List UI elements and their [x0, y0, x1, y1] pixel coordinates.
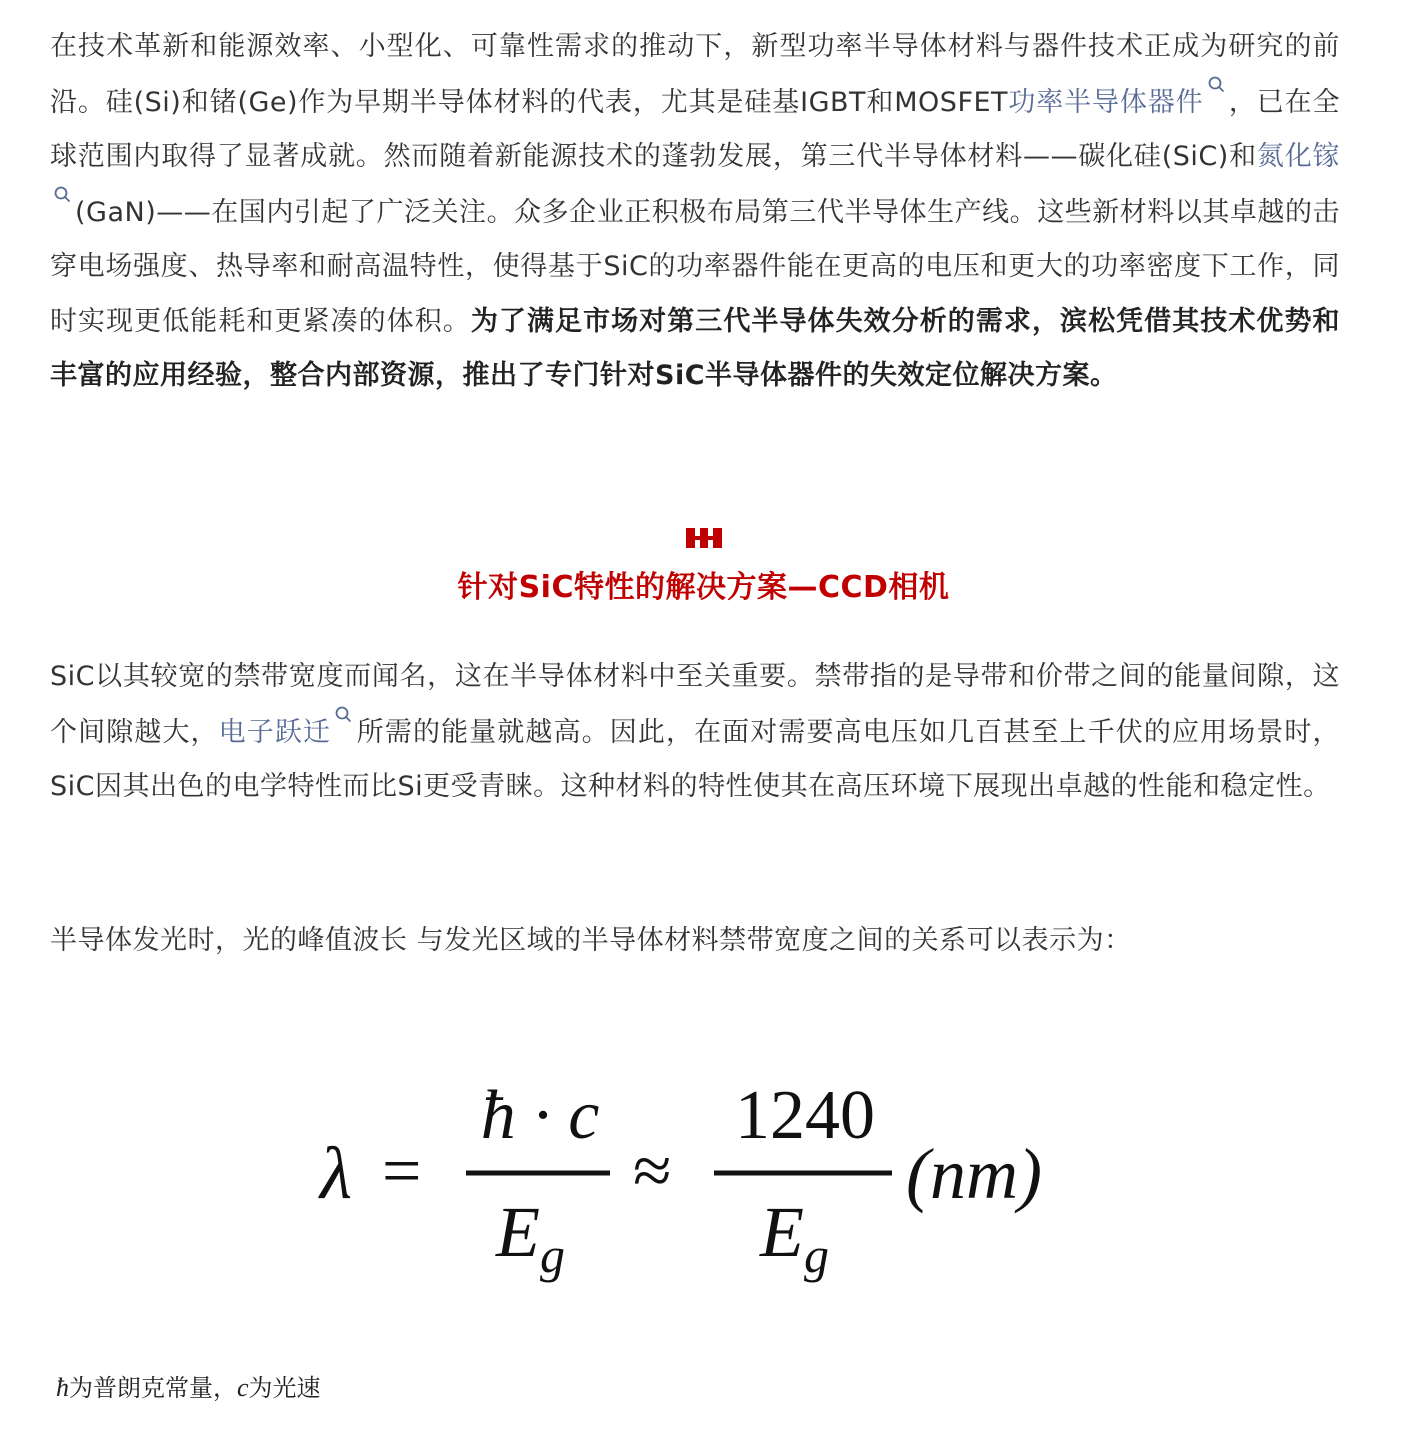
formula-denominator-subscript: g	[540, 1227, 565, 1283]
formula-numerator-hbar-c: ħ · c	[480, 1077, 600, 1154]
caption-hbar: ħ	[56, 1373, 69, 1402]
caption-text-1: 为普朗克常量，	[69, 1374, 237, 1402]
formula-denominator-subscript-2: g	[804, 1227, 829, 1283]
section-title: 针对SiC特性的解决方案—CCD相机	[457, 570, 950, 605]
keyword-link-electron-transition[interactable]	[219, 717, 356, 748]
wavelength-formula	[300, 1060, 1100, 1300]
formula-numerator-1240: 1240	[735, 1077, 875, 1154]
formula-equals: =	[382, 1133, 422, 1210]
intro-text	[50, 20, 1340, 404]
formula-lambda: λ	[320, 1133, 353, 1215]
intro-paragraph	[50, 20, 1340, 404]
bandgap-text-part-1: SiC以其较宽的禁带宽度而闻名，这在半导体材料中至关重要。禁带指的是导带和价带之间的能量间隙，这个间隙越大，	[50, 661, 1340, 748]
caption-text-2: 为光速	[248, 1374, 321, 1402]
intro-text-part-1: 在技术革新和能源效率、小型化、可靠性需求的推动下，新型功率半导体材料与器件技术正成为研究的前沿。硅(Si)和锗(Ge)作为早期半导体材料的代表，尤其是硅基IGBT和MOSFET	[50, 31, 1340, 118]
brand-mark-icon	[686, 524, 722, 552]
formula-unit: (nm)	[906, 1134, 1042, 1214]
intro-text-part-3: (GaN)——在国内引起了广泛关注。众多企业正积极布局第三代半导体生产线。这些新材料以其卓越的击穿电场强度、热导率和耐高温特性，使得基于SiC的功率器件能在更高的电压和更大的功率密度下工作，同时实现更低能耗和更紧凑的体积。	[50, 196, 1340, 337]
formula-approx: ≈	[633, 1133, 672, 1210]
bandgap-text-part-2: 所需的能量就越高。因此，在面对需要高电压如几百甚至上千伏的应用场景时，SiC因其出色的电学特性而比Si更受青睐。这种材料的特性使其在高压环境下展现出卓越的性能和稳定性。	[50, 716, 1341, 802]
intro-text-part-2: ，已在全球范围内取得了显著成就。然而随着新能源技术的蓬勃发展，第三代半导体材料——碳化硅(SiC)和	[50, 86, 1341, 172]
bandgap-text	[50, 650, 1340, 815]
wavelength-paragraph	[50, 914, 1340, 969]
wavelength-text: 半导体发光时，光的峰值波长 与发光区域的半导体材料禁带宽度之间的关系可以表示为：	[50, 925, 1132, 956]
search-icon	[53, 185, 73, 209]
keyword-link-label: 电子跃迁	[218, 716, 332, 748]
keyword-link-label: 功率半导体器件	[1008, 86, 1204, 118]
keyword-link-power-semiconductor[interactable]	[1008, 87, 1228, 118]
formula-caption	[56, 1370, 321, 1406]
caption-c: c	[237, 1373, 249, 1402]
section-header	[0, 524, 1407, 610]
bandgap-paragraph	[50, 650, 1340, 815]
formula-denominator-e: E	[496, 1192, 540, 1272]
formula-denominator-e-2: E	[760, 1192, 804, 1272]
keyword-link-label: 氮化镓	[1256, 141, 1341, 172]
search-icon	[1207, 75, 1227, 99]
intro-bold-statement: 为了满足市场对第三代半导体失效分析的需求，滨松凭借其技术优势和丰富的应用经验，整合内部资源，推出了专门针对SiC半导体器件的失效定位解决方案。	[50, 305, 1341, 391]
search-icon	[334, 705, 354, 729]
